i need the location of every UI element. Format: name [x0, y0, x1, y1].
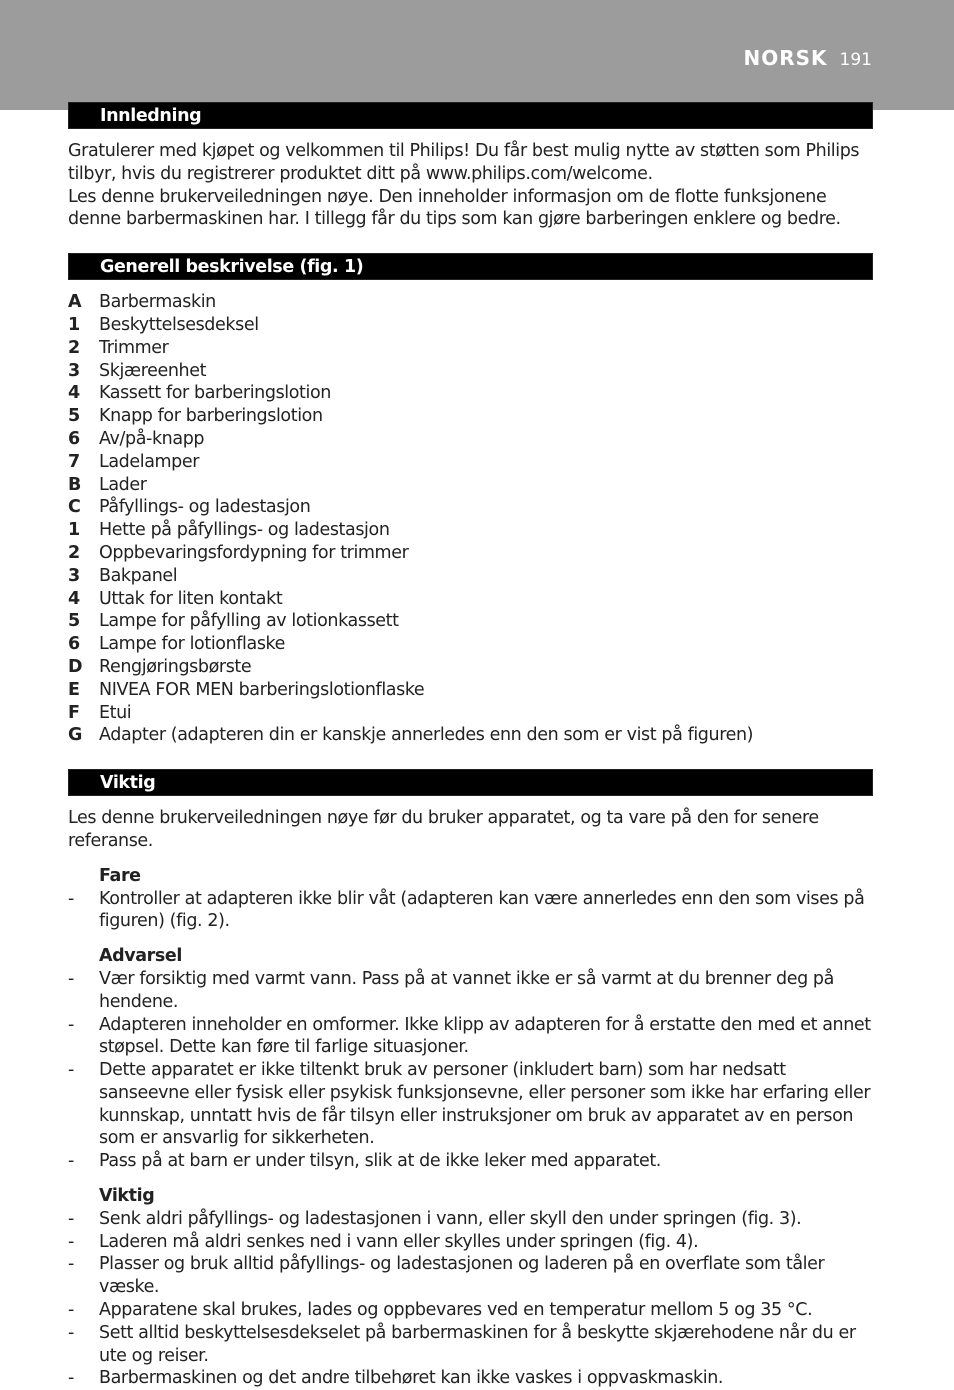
item-label: E [68, 679, 80, 700]
list-item [68, 451, 873, 474]
item-label: 1 [68, 520, 80, 541]
item-text: Pass på at barn er under tilsyn, slik at de ikke leker med apparatet. [99, 1151, 661, 1172]
list-item [68, 314, 873, 337]
item-text: Kontroller at adapteren ikke blir våt (adapteren kan være annerledes enn den som vises på figuren) (fig. 2). [99, 888, 865, 932]
item-text: Ladelamper [99, 451, 200, 472]
page-number: 191 [839, 50, 872, 70]
item-text: Skjæreenhet [99, 360, 207, 381]
bullet-dash: - [68, 1014, 74, 1035]
intro-paragraph: Les denne brukerveiledningen nøye. Den inneholder informasjon om de flotte funksjonene denne barbermaskinen har. I tillegg får du tips som kan gjøre barberingen enklere og bedre. [68, 186, 841, 230]
item-text: Dette apparatet er ikke tiltenkt bruk av personer (inkludert barn) som har nedsatt sanseevne eller fysisk eller psykisk funksjonsevne, eller personer som ikke har erfaring eller kunnskap, unntatt hvis de får tilsyn eller instruksjoner om bruk av apparatet av en person som er ansvarlig for sikkerheten. [99, 1060, 871, 1149]
item-text: Påfyllings- og ladestasjon [99, 497, 311, 518]
bullet-dash: - [68, 1322, 74, 1343]
item-text: Barbermaskinen og det andre tilbehøret kan ikke vaskes i oppvaskmaskin. [99, 1368, 724, 1389]
bullet-dash: - [68, 888, 74, 909]
item-label: 1 [68, 314, 80, 335]
bullet-dash: - [68, 1060, 74, 1081]
bullet-dash: - [68, 1231, 74, 1252]
intro-paragraph: Gratulerer med kjøpet og velkommen til Philips! Du får best mulig nytte av støtten som Philips tilbyr, hvis du registrerer produktet ditt på www.philips.com/welcome. [68, 141, 860, 184]
item-text: Uttak for liten kontakt [99, 588, 283, 609]
bullet-dash: - [68, 968, 74, 989]
subheading-warning: Advarsel [99, 946, 183, 967]
list-item [68, 1231, 873, 1254]
list-item [68, 610, 873, 633]
list-item [68, 1059, 873, 1150]
list-item [68, 519, 873, 542]
section-heading-important: Viktig [68, 769, 873, 796]
list-item [68, 1150, 873, 1173]
item-text: Knapp for barberingslotion [99, 406, 323, 427]
list-item [68, 428, 873, 451]
item-label: 2 [68, 542, 80, 563]
list-item [68, 565, 873, 588]
item-label: D [68, 656, 83, 677]
item-text: NIVEA FOR MEN barberingslotionflaske [99, 679, 425, 700]
item-label: F [68, 702, 80, 723]
list-item [68, 588, 873, 611]
item-label: A [68, 292, 82, 313]
item-text: Adapteren inneholder en omformer. Ikke klipp av adapteren for å erstatte den med et annet støpsel. Dette kan føre til farlige situasjoner. [99, 1014, 871, 1058]
list-item [68, 382, 873, 405]
page-header [744, 47, 873, 72]
bullet-dash: - [68, 1151, 74, 1172]
list-item [68, 1014, 873, 1060]
item-text: Adapter (adapteren din er kanskje annerledes enn den som er vist på figuren) [99, 725, 754, 746]
parts-list [68, 291, 873, 747]
list-item [68, 542, 873, 565]
subheading-danger: Fare [99, 865, 141, 886]
list-item [68, 337, 873, 360]
list-item [68, 679, 873, 702]
item-text: Apparatene skal brukes, lades og oppbevares ved en temperatur mellom 5 og 35 °C. [99, 1300, 813, 1321]
list-item [68, 1208, 873, 1231]
item-label: 7 [68, 451, 80, 472]
item-label: 3 [68, 360, 80, 381]
list-item [68, 1253, 873, 1299]
list-item [68, 888, 873, 934]
bullet-dash: - [68, 1254, 74, 1275]
item-text: Oppbevaringsfordypning for trimmer [99, 542, 409, 563]
bullet-dash: - [68, 1300, 74, 1321]
item-text: Rengjøringsbørste [99, 656, 252, 677]
list-item [68, 360, 873, 383]
list-item [68, 474, 873, 497]
item-text: Bakpanel [99, 565, 178, 586]
list-item [68, 633, 873, 656]
item-text: Kassett for barberingslotion [99, 383, 331, 404]
list-item [68, 968, 873, 1014]
item-label: 5 [68, 406, 80, 427]
item-label: 4 [68, 588, 80, 609]
important-intro: Les denne brukerveiledningen nøye før du bruker apparatet, og ta vare på den for senere referanse. [68, 808, 819, 851]
language-label: NORSK [743, 46, 828, 70]
item-text: Lampe for påfylling av lotionkassett [99, 611, 399, 632]
item-text: Trimmer [99, 337, 169, 358]
list-item [68, 702, 873, 725]
item-text: Lampe for lotionflaske [99, 634, 286, 655]
item-label: 6 [68, 634, 80, 655]
item-text: Sett alltid beskyttelsesdekselet på barbermaskinen for å beskytte skjærehodene når du er ute og reiser. [99, 1322, 856, 1366]
item-label: G [68, 725, 82, 746]
subheading-caution: Viktig [99, 1186, 155, 1207]
item-text: Barbermaskin [99, 292, 216, 313]
item-text: Hette på påfyllings- og ladestasjon [99, 520, 390, 541]
page-content [68, 102, 873, 1390]
bullet-dash: - [68, 1208, 74, 1229]
list-item [68, 291, 873, 314]
list-item [68, 656, 873, 679]
item-text: Laderen må aldri senkes ned i vann eller skylles under springen (fig. 4). [99, 1231, 699, 1252]
item-text: Beskyttelsesdeksel [99, 314, 259, 335]
list-item [68, 1322, 873, 1368]
item-text: Etui [99, 702, 132, 723]
item-label: 2 [68, 337, 80, 358]
list-item [68, 496, 873, 519]
item-label: C [68, 497, 81, 518]
list-item [68, 405, 873, 428]
list-item [68, 1367, 873, 1390]
list-item [68, 724, 873, 747]
item-label: 3 [68, 565, 80, 586]
item-text: Lader [99, 474, 147, 495]
item-text: Av/på-knapp [99, 428, 205, 449]
item-label: B [68, 474, 81, 495]
item-label: 6 [68, 428, 80, 449]
list-item [68, 1299, 873, 1322]
item-label: 4 [68, 383, 80, 404]
item-label: 5 [68, 611, 80, 632]
bullet-dash: - [68, 1368, 74, 1389]
section-heading-general: Generell beskrivelse (fig. 1) [68, 253, 873, 280]
item-text: Plasser og bruk alltid påfyllings- og ladestasjonen og laderen på en overflate som tåler væske. [99, 1254, 825, 1298]
item-text: Senk aldri påfyllings- og ladestasjonen i vann, eller skyll den under springen (fig. 3). [99, 1208, 802, 1229]
section-heading-intro: Innledning [68, 102, 873, 129]
item-text: Vær forsiktig med varmt vann. Pass på at vannet ikke er så varmt at du brenner deg på hendene. [99, 968, 834, 1012]
